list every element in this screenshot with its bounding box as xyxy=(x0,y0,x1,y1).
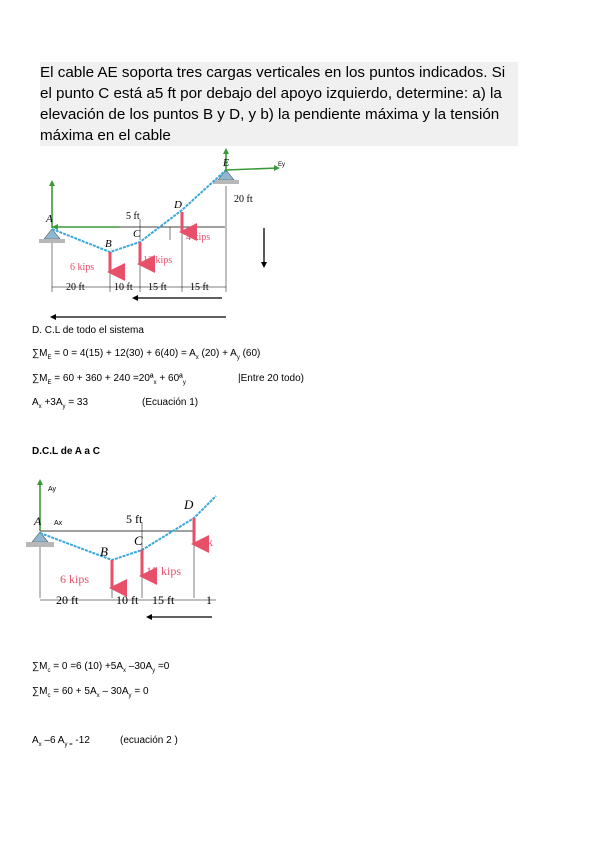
load-B-label-2: 6 kips xyxy=(60,572,90,586)
load-D-label-2: 4 k xyxy=(198,535,213,549)
problem-line-1: El cable AE soporta tres cargas verticales en los puntos indicados. Si xyxy=(40,64,506,81)
equation-6: $A_x$ –6 $A_{y =}$ -12 (ecuación 2 ) xyxy=(32,735,178,748)
load-C-label: 12 kips xyxy=(143,255,173,266)
load-B-label: 6 kips xyxy=(70,262,95,273)
dim-20ft: 20 ft xyxy=(66,282,85,293)
dim-5ft-2: 5 ft xyxy=(126,512,143,526)
problem-statement xyxy=(40,62,518,146)
cable-diagram-full xyxy=(30,150,286,325)
dim-partial-2: 1 xyxy=(206,593,212,607)
load-D-label: 4 kips xyxy=(186,232,211,243)
dim-15ft-2: 15 ft xyxy=(152,593,175,607)
section-2-title: D.C.L de A a C xyxy=(32,446,100,457)
point-D-label: D xyxy=(174,199,182,211)
cable-diagram-segment xyxy=(26,476,221,626)
dim-5ft: 5 ft xyxy=(126,211,140,222)
reaction-Ax-label: Ax xyxy=(54,520,63,527)
point-E-label: E xyxy=(223,158,230,169)
dim-10ft-2: 10 ft xyxy=(116,593,139,607)
dim-20ft-vertical: 20 ft xyxy=(234,194,253,205)
support-A-base xyxy=(39,239,65,243)
equation-5: $\sum M_c = 60 + 5A_x - 30A_y = 0$ xyxy=(32,686,149,699)
dim-15ft-a: 15 ft xyxy=(148,282,167,293)
reaction-Ay-label: Ay xyxy=(48,486,57,493)
equation-3-note: (Ecuación 1) xyxy=(142,397,199,408)
equation-6-note: (ecuación 2 ) xyxy=(120,735,178,746)
equation-1: $\sum M_E = 0 = 4(15) + 12(30) + 6(40) = A_x$ $(20) + A_y$ (60) xyxy=(32,348,261,361)
dim-15ft-b: 15 ft xyxy=(190,282,209,293)
point-C-label: C xyxy=(133,228,141,240)
problem-line-4: máxima en el cable xyxy=(40,127,171,144)
support-A-base-2 xyxy=(26,542,54,547)
equation-2: $\sum M_E = 60 + 360 + 240$ =20ª$_x$ + 60ª$_y$ |Entre 20 todo) xyxy=(32,373,304,386)
point-B-label-2: B xyxy=(100,544,108,559)
point-B-label: B xyxy=(105,238,112,250)
equation-3: $A_x +3A_y = 33$ (Ecuación 1) xyxy=(32,397,199,410)
problem-line-3: elevación de los puntos B y D, y b) la pendiente máxima y la tensión xyxy=(40,106,500,123)
problem-line-2: el punto C está a5 ft por debajo del apoyo izquierdo, determine: a) la xyxy=(40,85,502,102)
load-C-label-2: 12 kips xyxy=(146,564,182,578)
point-A-label-2: A xyxy=(34,514,42,528)
reaction-Ex-arrow xyxy=(226,168,278,170)
equation-4: $\sum M_c = 0 =6$ $(10) +5A_x$ $-30A_y =0$ xyxy=(32,661,170,674)
reaction-Ey-label: Ey xyxy=(278,162,286,168)
point-D-label-2: D xyxy=(184,497,194,512)
point-A-label: A xyxy=(46,213,53,225)
section-1-title: D. C.L de todo el sistema xyxy=(32,325,144,336)
equation-2-note: |Entre 20 todo) xyxy=(238,373,304,384)
point-C-label-2: C xyxy=(134,533,143,548)
dim-10ft: 10 ft xyxy=(114,282,133,293)
support-E-base xyxy=(213,180,239,184)
dim-20ft-2: 20 ft xyxy=(56,593,79,607)
